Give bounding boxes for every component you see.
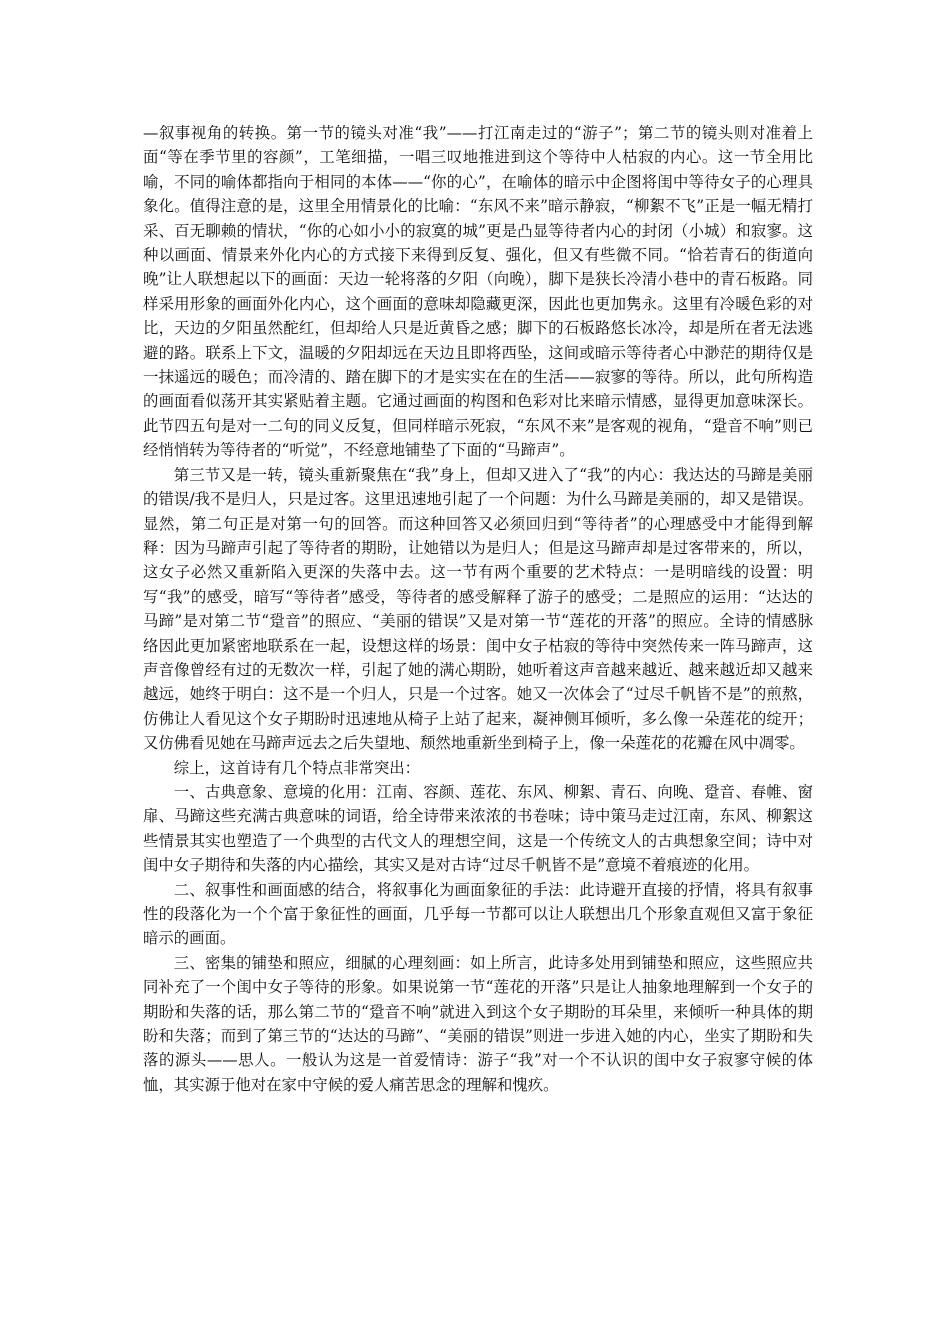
document-body — [143, 121, 813, 1097]
paragraph-third-section: 第三节又是一转，镜头重新聚焦在“我”身上，但却又进入了“我”的内心：我达达的马蹄是美丽的错误/我不是归人，只是过客。这里迅速地引起了一个问题：为什么马蹄是美丽的，却又是错误。显然，第二句正是对第一句的回答。而这种回答又必须回归到“等待者”的心理感受中才能得到解释：因为马蹄声引起了等待者的期盼，让她错以为是归人；但是这马蹄声却是过客带来的，所以，这女子必然又重新陷入更深的失落中去。这一节有两个重要的艺术特点：一是明暗线的设置：明写“我”的感受，暗写“等待者”感受，等待者的感受解释了游子的感受；二是照应的运用：“达达的马蹄”是对第二节“跫音”的照应、“美丽的错误”又是对第一节“莲花的开落”的照应。全诗的情感脉络因此更加紧密地联系在一起，设想这样的场景：闺中女子枯寂的等待中突然传来一阵马蹄声，这声音像曾经有过的无数次一样，引起了她的满心期盼，她听着这声音越来越近、越来越近却又越来越远，她终于明白：这不是一个归人，只是一个过客。她又一次体会了“过尽千帆皆不是”的煎熬，仿佛让人看见这个女子期盼时迅速地从椅子上站了起来，凝神侧耳倾听，多么像一朵莲花的绽开；又仿佛看见她在马蹄声远去之后失望地、颓然地重新坐到椅子上，像一朵莲花的花瓣在风中凋零。 — [143, 465, 813, 753]
paragraph-point-three: 三、密集的铺垫和照应，细腻的心理刻画：如上所言，此诗多处用到铺垫和照应，这些照应共同补充了一个闺中女子等待的形象。如果说第一节“莲花的开落”只是让人抽象地理解到一个女子的期盼和失落的话，那么第二节的“跫音不响”就进入到这个女子期盼的耳朵里，来倾听一种具体的期盼和失落；而到了第三节的“达达的马蹄”、“美丽的错误”则进一步进入她的内心，坐实了期盼和失落的源头——思人。一般认为这是一首爱情诗：游子“我”对一个不认识的闺中女子寂寥守候的体恤，其实源于他对在家中守候的爱人痛苦思念的理解和愧疚。 — [143, 953, 813, 1094]
paragraph-narrative-perspective: —叙事视角的转换。第一节的镜头对准“我”——打江南走过的“游子”；第二节的镜头则对准着上面“等在季节里的容颜”，工笔细描，一唱三叹地推进到这个等待中人枯寂的内心。这一节全用比喻，不同的喻体都指向于相同的本体——“你的心”，在喻体的暗示中企图将闺中等待女子的心理具象化。值得注意的是，这里全用情景化的比喻：“东风不来”暗示静寂，“柳絮不飞”正是一幅无精打采、百无聊赖的情状，“你的心如小小的寂寞的城”更是凸显等待者内心的封闭（小城）和寂寥。这种以画面、情景来外化内心的方式接下来得到反复、强化，但又有些微不同。“恰若青石的街道向晚”让人联想起以下的画面：天边一轮将落的夕阳（向晚），脚下是狭长冷清小巷中的青石板路。同样采用形象的画面外化内心，这个画面的意味却隐藏更深，因此也更加隽永。这里有冷暖色彩的对比，天边的夕阳虽然酡红，但却给人只是近黄昏之感；脚下的石板路悠长冰冷，却是所在者无法逃避的路。联系上下文，温暖的夕阳却远在天边且即将西坠，这间或暗示等待者心中渺茫的期待仅是一抹遥远的暖色；而冷清的、踏在脚下的才是实实在在的生活——寂寥的等待。所以，此句所构造的画面看似荡开其实紧贴着主题。它通过画面的构图和色彩对比来暗示情感，显得更加意味深长。此节四五句是对一二句的同义反复，但同样暗示死寂，“东风不来”是客观的视角，“跫音不响”则已经悄悄转为等待者的“听觉”，不经意地铺垫了下面的“马蹄声”。 — [143, 124, 813, 460]
paragraph-point-two: 二、叙事性和画面感的结合，将叙事化为画面象征的手法：此诗避开直接的抒情，将具有叙事性的段落化为一个个富于象征性的画面，几乎每一节都可以让人联想出几个形象直观但又富于象征暗示的画面。 — [143, 880, 813, 948]
paragraph-point-one: 一、古典意象、意境的化用：江南、容颜、莲花、东风、柳絮、青石、向晚、跫音、春帷、窗扉、马蹄这些充满古典意味的词语，给全诗带来浓浓的书卷味；诗中策马走过江南，东风、柳絮这些情景其实也塑造了一个典型的古代文人的理想空间，这是一个传统文人的古典想象空间；诗中对闺中女子期待和失落的内心描绘，其实又是对古诗“过尽千帆皆不是”意境不着痕迹的化用。 — [143, 782, 813, 875]
paragraph-summary-intro: 综上，这首诗有几个特点非常突出： — [173, 758, 421, 777]
